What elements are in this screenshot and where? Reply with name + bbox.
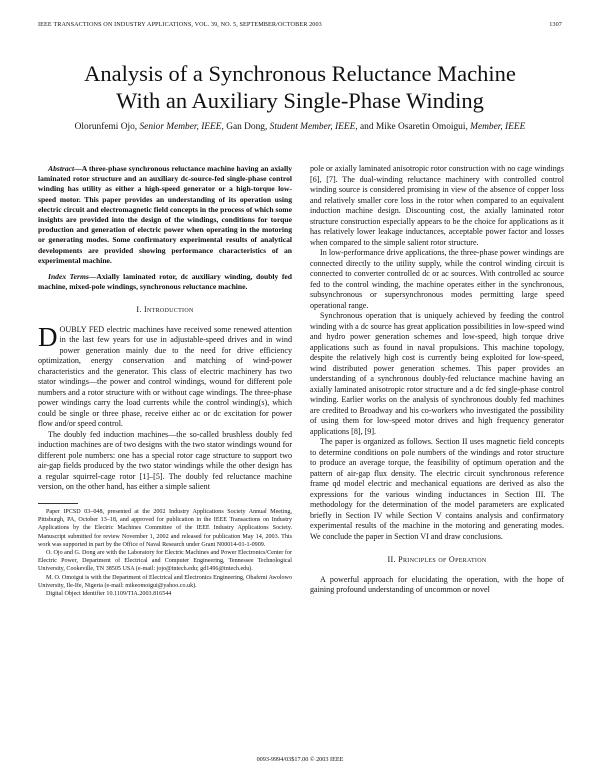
footnote-divider <box>38 503 78 504</box>
intro-paragraph-1 <box>38 321 292 430</box>
footnote-doi: Digital Object Identifier 10.1109/TIA.2003.816544 <box>46 590 172 597</box>
section-2-heading <box>310 555 564 566</box>
section-1-heading <box>38 305 292 316</box>
intro-p1-text: electric machines have received some renewed attention in the last few years for use in adjustable-speed drives and in wind power generation mainly due to the need for drive efficiency optimization, energy conservation and matching of wind-power characteristics and the generator. This class of electric machinery has two stator windings—the power and control windings, wound for different pole numbers and a rotor structure with or without cage windings. The three-phase power windings carry the load currents while the control winding(s), which could be single or three phase, receive either ac or dc excitation for power flow and/or speed control. <box>38 324 292 429</box>
author-2-name: Gan Dong, <box>226 122 268 132</box>
footnote-2: O. Ojo and G. Dong are with the Laboratory for Electric Machines and Power Electronics/Center for Electric Power, Department of Electrical and Computer Engineering, Tennessee Technological University, Cookeville, TN 38505 USA (e-mail: jojo@tntech.edu; gd1496@tntech.edu). <box>38 549 292 573</box>
index-terms-text: Axially laminated rotor, dc auxiliary winding, doubly fed machine, mixed-pole windings, synchronous reluctance machine. <box>38 272 292 292</box>
index-terms <box>38 272 292 292</box>
drop-cap: D <box>38 321 58 352</box>
section-2-title: Principles of Operation <box>398 555 487 564</box>
index-terms-label: Index Terms— <box>48 272 97 282</box>
author-2-role: Student Member, IEEE, <box>269 122 358 132</box>
abstract <box>38 164 292 266</box>
intro-small-caps: OUBLY FED <box>59 324 105 334</box>
copyright-line: 0093-9994/03$17.00 © 2003 IEEE <box>256 756 344 763</box>
section-1-numeral: I. <box>136 305 142 315</box>
running-head <box>38 21 562 28</box>
footnote-3: M. O. Omoigui is with the Department of Electrical and Electronics Engineering, Obafemi Awolowo University, Ile-Ife, Nigeria (e-mail: mikeomoigui@yahoo.co.uk). <box>38 574 292 589</box>
right-column <box>310 164 564 596</box>
paper-title <box>0 60 600 114</box>
intro-paragraph-2: The doubly fed induction machines—the so-called brushless doubly fed induction machines are of two designs with the two stator windings wound for different pole numbers: one has a special rotor cage structure to support two air-gap fields produced by the two stator windings while the other design has a regular squirrel-cage rotor [1]–[5]. The doubly fed reluctance machine version, on the other hand, has either a simple salient <box>38 429 293 492</box>
right-paragraph-3: Synchronous operation that is uniquely achieved by feeding the control winding with a dc source has great application possibilities in low-speed wind and hydro power generation schemes and low-speed, high torque drive applications such as found in naval propulsions. This machine topology, despite the relatively high cost is currently being exploited for low-speed, wind distributed power generation schemes. This paper provides an understanding of a synchronous doubly-fed reluctance machine having an axially laminated anisotropic rotor structure and a dc fed single-phase control winding. Earlier works on the analysis of synchronous doubly fed machines are credited to Broadway and his co-workers who investigated the possibility of using them for low-speed motor drives and high frequency generator applications [8], [9]. <box>310 311 564 436</box>
author-3-role: Member, IEEE <box>470 122 526 132</box>
left-column <box>38 164 292 598</box>
right-paragraph-2: In low-performance drive applications, the three-phase power windings are connected directly to the utility supply, while the control winding circuit is connected to converter controlled dc or ac sources. With controlled ac source fed to the control winding, the machine operates either in the synchronous, subsynchronous or supersynchronous modes permitting large speed operational range. <box>310 248 564 310</box>
journal-header: IEEE TRANSACTIONS ON INDUSTRY APPLICATIONS, VOL. 39, NO. 5, SEPTEMBER/OCTOBER 2003 <box>38 21 322 28</box>
author-1-name: Olorunfemi Ojo, <box>74 122 138 132</box>
title-line-1: Analysis of a Synchronous Reluctance Machine <box>84 61 516 86</box>
right-paragraph-5: A powerful approach for elucidating the operation, with the hope of gaining profound understanding of uncommon or novel <box>310 574 564 594</box>
title-line-2: With an Auxiliary Single-Phase Winding <box>116 88 484 113</box>
author-3-name: and Mike Osaretin Omoigui, <box>360 122 468 132</box>
page-number: 1307 <box>549 21 562 28</box>
author-1-role: Senior Member, IEEE, <box>139 122 224 132</box>
section-1-title: Introduction <box>144 305 194 315</box>
right-paragraph-4: The paper is organized as follows. Section II uses magnetic field concepts to determine conditions on pole numbers of the windings and rotor structure to produce an average torque, the feasibility of optimum operation and the pattern of air-gap flux density. The electric circuit synchronous reference frame qd model electric and mechanical equations are derived as also the expressions for the various winding inductances in Section III. The methodology for the determination of the model parameters are explicated briefly in Section IV while Section V contains analysis and confirmatory experimental results of the machine in the motoring and generating modes. We conclude the paper in Section VI and draw conclusions. <box>310 437 564 541</box>
author-list <box>0 122 600 132</box>
section-2-numeral: II. <box>387 555 396 564</box>
footnote-1: Paper IPCSD 03–048, presented at the 2002 Industry Applications Society Annual Meeting, Pittsburgh, PA, October 13–18, and approved for publication in the IEEE Transactions on Industry Applications by the Electric Machines Committee of the IEEE Industry Applications Society. Manuscript submitted for review November 1, 2002 and released for publication May 14, 2003. This work was supported in part by the Office of Naval Research under Grant N00014-01-1-0909. <box>38 508 292 548</box>
abstract-text: A three-phase synchronous reluctance machine having an axially laminated rotor structure and an auxiliary dc-source-fed single-phase control winding has utility as either a high-speed generator or a high-torque low-speed motor. This paper provides an understanding of its operation using electric circuit and electromagnetic field concepts in the process of which some insights are provided into the design of the windings, conditions for torque production and generation of electric power when operating in the motoring or generating modes. Some confirmatory experimental results of analytical developments are provided showing performance characteristics of an experimental machine. <box>38 164 292 265</box>
right-paragraph-1: pole or axially laminated anisotropic rotor construction with no cage windings [6], [7]. The dual-winding reluctance machinery with controlled control winding source is considered promising in view of the absence of copper loss and relatively smaller core loss in the rotor when compared to an equivalent induction machine design. Discounting cost, the axially laminated rotor structure construction especially appears to be the choice for applications as it has relatively lower leakage inductances, acceptable power factor and losses when compared to the simple salient rotor structure. <box>310 164 564 247</box>
abstract-label: Abstract— <box>48 164 82 173</box>
